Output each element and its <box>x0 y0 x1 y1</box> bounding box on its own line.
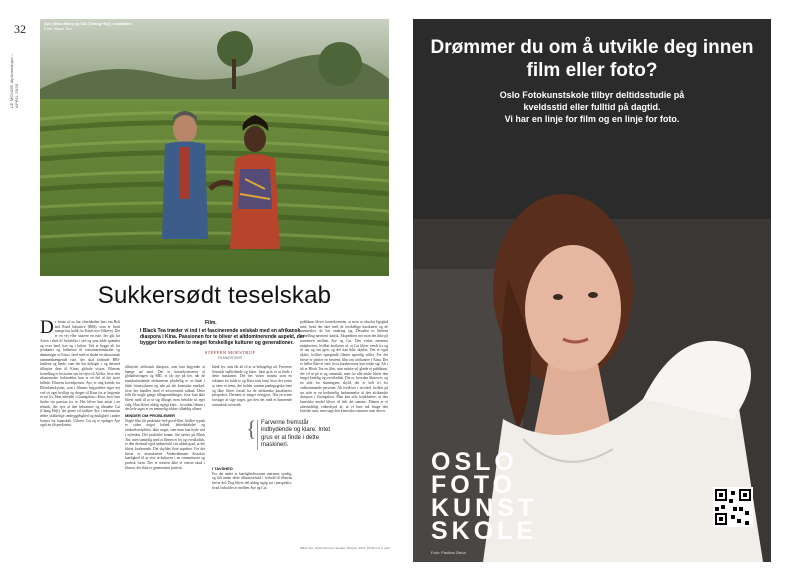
pullquote-bracket-icon: { <box>246 416 257 441</box>
photo-caption <box>44 21 164 31</box>
advertisement <box>413 19 771 562</box>
school-logo <box>431 448 538 545</box>
ad-body-line-3: Vi har en linje for film og en linje for foto. <box>504 114 680 124</box>
section-label: Film. <box>205 320 217 326</box>
column-2 <box>125 365 205 548</box>
photo-credit: Foto: Paulina Zieba <box>431 550 466 555</box>
column-2-text: tilknyttet afrikansk diaspora, som hun begynder at hænge ud med. Det er konsekvenserne af globaliseringen og BRI, vi får øje på her, når de mandarintalende afrikanerne pludselig er at finde i både frisørsalonen og ude på det kinesiske marked, hvor der handles med et afrocentrisk udbud. Dette folk får nogle gange tilbagemeldinger, hvor hun ikke bliver nødt til at se sig tilbage, men beholde sit eget valg. Hun bliver aldrig rigtigt klart – hvordan filmen i det hele taget er en temmelig sikker tilfældig affære. <box>125 365 205 412</box>
ad-body-line-2: kveldsstid eller fulltid på dagtid. <box>523 102 661 112</box>
column-3-bottom <box>212 465 292 548</box>
byline-role: FILMKRITIKER <box>217 356 243 360</box>
column-3-text-2: For det andet er kærlighedsscenen nærmest syndig, og lidt under dette tilhørsforhold i forhold til filmens første del. Dog bliver det aldrig rigtig sat i perspektiv, hvad forholdet er mellem Aye og Cai. <box>212 471 292 490</box>
column-3-top <box>212 365 292 419</box>
ad-body-line-1: Oslo Fotokunstskole tilbyr deltidsstudie på <box>499 90 685 100</box>
tea-field-illustration <box>40 19 389 276</box>
caption-names: Aye (Nina Mbo) og Cai (Chang Hejl) i samtalen. <box>44 21 133 26</box>
ad-body <box>413 89 771 125</box>
logo-line-4: SKOLE <box>431 517 538 545</box>
logo-line-2: FOTO <box>431 471 516 499</box>
article-headline: Sukkersødt teselskab <box>97 282 332 309</box>
ad-headline: Drømmer du om å utvikle deg innen film eller foto? <box>430 37 754 81</box>
qr-code-icon[interactable] <box>713 487 753 527</box>
column-3-text: blødt lys, som får alt til at se behageligt ud. Farverne fremstår indbydende og klare. Intet grus er at finde i dette maskineri. Det her virker mindst som en reklame for både te og Kina som land, hvor det synes at være et tema, der holder samme pædagogiske tone og ikke bliver fortalt fra de afrikanske karakterers perspektiv. Dernæst er meget overgjort. Når en scene forsøger at sige noget, gør den det med et hamrende romantisk overtræk. <box>212 365 292 407</box>
byline: STEFFEN MOESTRUP <box>204 350 256 355</box>
page-number: 32 <box>14 22 26 36</box>
qr-code-pattern <box>713 487 753 527</box>
column-2-subhead: MINDER OM PROBLEMER <box>125 413 175 419</box>
column-1 <box>40 320 120 548</box>
caption-credit: Foto: Black Tea <box>44 26 72 31</box>
drop-cap: D <box>40 320 54 338</box>
column-4 <box>300 320 388 544</box>
column-4-text: publikum bliver konsekvensen, at man er absolut ligeglad med, hvad der sker med de forskellige karakterer og de mennesker, de har omkring sig. Desuden er filmens fortælling nærmest statisk. Ekspediten tror man det ikke på romancen mellem Aye og Cai. Den virker nærmest malplaceret, hvilket karikeres af, at Cai bliver vendt fra og til om og om igen, og det kan ikke skjules. Det er også uklart, hvilket spørgsmål filmen egentlig stiller. For det første er plottet en bestemt film om afrikanere i Kina. Det er heller ikke et sted, hvor karaktererne kan rokke sig. Alt i alt er Black Tea en film, som måske vil glæde et publikum, der vil se på te og romantik, men for alle andre bliver den meget kedelig og overfladisk. Det er, hvordan filmen er, og en side for slutningens skyld, der er helt fri for vedkommende personer. Alt forbliver i tavshed, hvilket på sin side er en bedrøvelig bedømmelse af den afrikanske diaspora i Guangzhou. Man kan selv konkludere, at den kinesiske model bliver til helt det samme. Filmen er et ubestrideligt vidnesbyrd af, at vi bare må bruge den kritiske sans, men tage den kinesiske romance som den er. <box>300 320 388 414</box>
footnote: Black Tea. Abderrahmane Sissako. Biograf, 2024. På Bio fra 9. april. <box>300 546 391 550</box>
article-lead: I Black Tea træder vi ind i et fascinerende selskab med en afrikansk diaspora i Kina. Passionen for te bliver et altdominerende aspekt, der bygger bro mellem to meget forskellige kulturer og generationer. <box>140 328 305 346</box>
logo-line-3: KUNST <box>431 494 538 522</box>
logo-line-1: OSLO <box>431 448 518 476</box>
column-1-text: e første af os har efterhånden hørt om Belt and Road Initiative (BRI), som er hvad mange har kaldt for Kinas nye Silkevej. Det er en vej eller snarere en rute, der gik fra Asien i slutt til Sydafrika i syd og som både spænder og over land, hav og i luften. Ved at bygge alt fra jernbaner og lufthavne til containerterminaler og dæmninger er Kina i færd med at skabe en økonomisk sammenhængende rute, der skal forbinde BRI-landene og lande, som det har deltaget i, og dermed tilknytte dem til Kinas globale vision. Filmens fortælling er historien om en rejse til Afrika, hvor den økonomiske forbindelse kun er en del af det store billede. Filmens hovedperson, Aye, er ung kvinde fra Elfenbenskysten, som i filmens begyndelse siger nej ved sit eget bryllup og drager til Kina for at begynde et nyt liv. Hun arbejder i Guangzhou i Kina, hvor hun finder sin passion for te. Her bliver hun ansat i en tebutik, der ejes af den følsomme og fåmælte Cai (Chang Hejl), der gerne vil indføre Aye i teksunstens ældre skikkelige ombyggelighed og mulighed i andre former for kunnskab. Udover Cai og te opdager Aye også en tilsynekomst. <box>40 320 120 428</box>
column-2-text-2: Nogle film får praktiske feel-good-film, hvilket typisk er siden noget lethed, lethedsfølelse og undseelsesfølelse, ikke noget, som man kan nyde ved i nyheden. Det praktiske kunne fint sættes på Black Tea, men samtidig med at filmen er let og overfladisk, er den derimod også sødmefuld i en sådan grad, at det bliver kvalmende. Det skyldes flere aspekter. For det første er instruktøren Abderrahmane Sissakos kærlighed til at vise te-kulturen i en romantiseret og poetisk form. Der er næsten ikke et eneste skud i filmen, der ikke er gennemført poetisk. <box>125 418 205 470</box>
running-head: LE MONDE diplomatique – APRIL 2025 <box>9 53 19 108</box>
tea-field-photo <box>40 19 389 276</box>
pullquote: Farverne fremstår indbydende og klare. Intet grus er at finde i dette maskineri. <box>257 420 333 450</box>
column-3-subhead: I TAVSHED <box>212 466 233 471</box>
